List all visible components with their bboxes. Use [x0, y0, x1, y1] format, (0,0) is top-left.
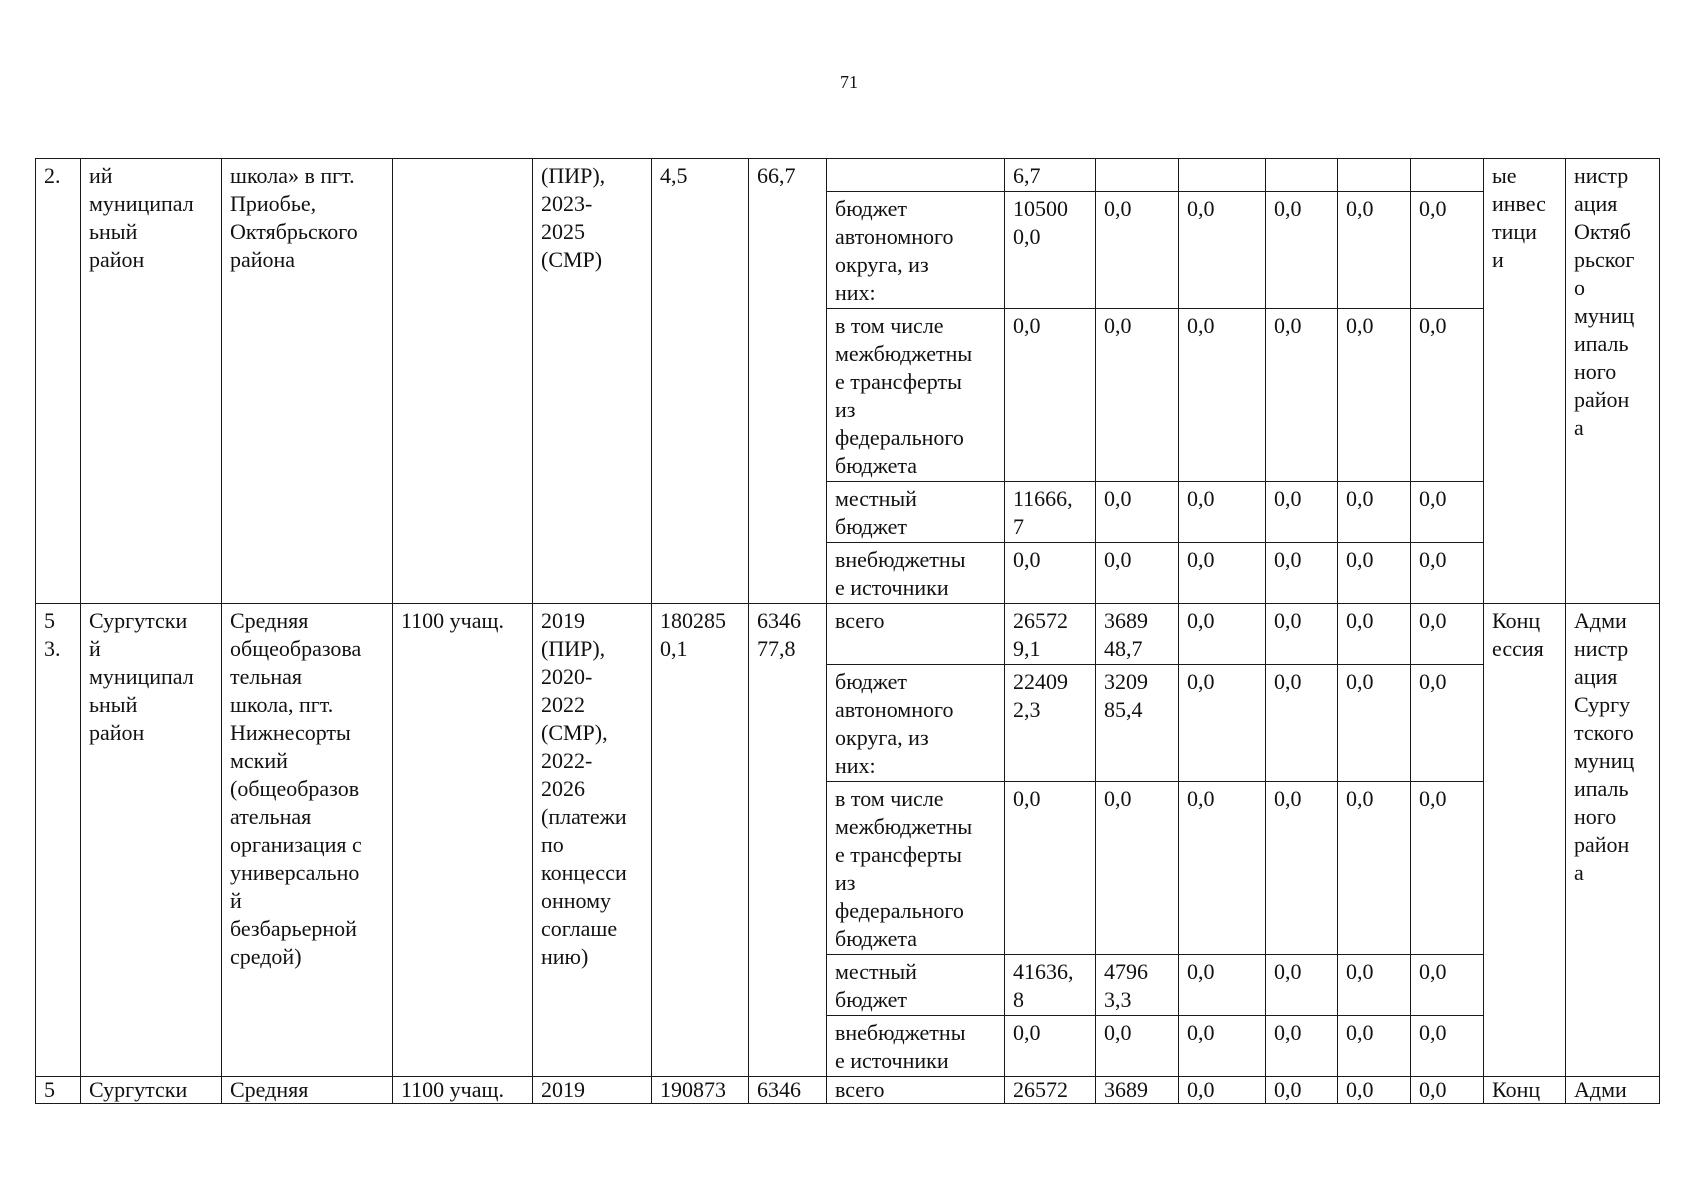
cost-remaining-cell: 66,7 — [749, 159, 827, 604]
cost-total-cell: 4,5 — [652, 159, 749, 604]
funding-value-cell: 22409 2,3 — [1005, 665, 1096, 782]
funding-source-cell: внебюджетны е источники — [827, 1016, 1005, 1077]
investment-table — [35, 158, 1660, 1104]
funding-value-cell: 0,0 — [1411, 665, 1484, 782]
customer-cell: Адми — [1566, 1077, 1660, 1104]
funding-value-cell: 0,0 — [1179, 782, 1266, 955]
funding-value-cell: 0,0 — [1266, 1016, 1338, 1077]
funding-value-cell: 0,0 — [1411, 955, 1484, 1016]
table-row — [36, 159, 1660, 192]
municipality-cell: Сургутски й муниципал ьный район — [81, 604, 222, 1077]
funding-value-cell: 3689 48,7 — [1096, 604, 1179, 665]
funding-value-cell: 0,0 — [1411, 782, 1484, 955]
funding-source-cell: всего — [827, 1077, 1005, 1104]
funding-source-cell: бюджет автономного округа, из них: — [827, 192, 1005, 309]
funding-value-cell: 0,0 — [1411, 192, 1484, 309]
period-cell: 2019 (ПИР), 2020- 2022 (СМР), 2022- 2026 (платежи по концесси онному соглаше нию) — [533, 604, 652, 1077]
funding-value-cell: 0,0 — [1179, 1016, 1266, 1077]
funding-value-cell: 0,0 — [1179, 543, 1266, 604]
funding-source-cell: в том числе межбюджетны е трансферты из федерального бюджета — [827, 309, 1005, 482]
funding-value-cell: 0,0 — [1338, 782, 1411, 955]
mechanism-cell: Конц ессия — [1484, 604, 1566, 1077]
funding-value-cell: 0,0 — [1338, 1016, 1411, 1077]
cost-remaining-cell: 6346 77,8 — [749, 604, 827, 1077]
funding-value-cell: 0,0 — [1179, 192, 1266, 309]
funding-source-cell: бюджет автономного округа, из них: — [827, 665, 1005, 782]
funding-value-cell: 0,0 — [1338, 604, 1411, 665]
funding-value-cell: 4796 3,3 — [1096, 955, 1179, 1016]
funding-value-cell: 0,0 — [1411, 1077, 1484, 1104]
table-row — [36, 1077, 1660, 1104]
funding-value-cell: 0,0 — [1096, 543, 1179, 604]
funding-value-cell: 0,0 — [1411, 482, 1484, 543]
capacity-cell: 1100 учащ. — [393, 604, 533, 1077]
funding-value-cell: 0,0 — [1338, 482, 1411, 543]
funding-value-cell: 0,0 — [1096, 309, 1179, 482]
object-cell: школа» в пгт. Приобье, Октябрьского района — [222, 159, 393, 604]
funding-source-cell — [827, 159, 1005, 192]
mechanism-cell: Конц — [1484, 1077, 1566, 1104]
funding-source-cell: всего — [827, 604, 1005, 665]
mechanism-cell: ые инвес тици и — [1484, 159, 1566, 604]
municipality-cell: ий муниципал ьный район — [81, 159, 222, 604]
capacity-cell: 1100 учащ. — [393, 1077, 533, 1104]
funding-value-cell — [1266, 159, 1338, 192]
funding-value-cell: 0,0 — [1411, 543, 1484, 604]
funding-value-cell — [1338, 159, 1411, 192]
cost-total-cell: 190873 — [652, 1077, 749, 1104]
funding-value-cell: 0,0 — [1096, 482, 1179, 543]
funding-value-cell: 0,0 — [1266, 604, 1338, 665]
funding-value-cell: 0,0 — [1338, 192, 1411, 309]
funding-value-cell: 0,0 — [1266, 482, 1338, 543]
funding-value-cell: 3689 — [1096, 1077, 1179, 1104]
object-cell: Средняя — [222, 1077, 393, 1104]
funding-value-cell: 0,0 — [1266, 665, 1338, 782]
funding-value-cell: 0,0 — [1096, 192, 1179, 309]
row-number: 5 — [36, 1077, 81, 1104]
funding-value-cell: 26572 — [1005, 1077, 1096, 1104]
funding-value-cell: 0,0 — [1411, 1016, 1484, 1077]
funding-value-cell: 0,0 — [1179, 309, 1266, 482]
funding-value-cell: 0,0 — [1179, 482, 1266, 543]
funding-value-cell — [1096, 159, 1179, 192]
funding-value-cell: 0,0 — [1266, 309, 1338, 482]
funding-value-cell — [1179, 159, 1266, 192]
funding-value-cell: 0,0 — [1179, 1077, 1266, 1104]
funding-value-cell: 6,7 — [1005, 159, 1096, 192]
funding-source-cell: местный бюджет — [827, 955, 1005, 1016]
funding-value-cell: 0,0 — [1266, 192, 1338, 309]
funding-value-cell: 0,0 — [1338, 1077, 1411, 1104]
object-cell: Средняя общеобразова тельная школа, пгт. Нижнесорты мский (общеобразов ательная организация с универсально й безбарьерной средой) — [222, 604, 393, 1077]
funding-value-cell: 0,0 — [1266, 1077, 1338, 1104]
funding-value-cell: 0,0 — [1096, 1016, 1179, 1077]
funding-value-cell: 0,0 — [1179, 604, 1266, 665]
funding-value-cell: 3209 85,4 — [1096, 665, 1179, 782]
funding-value-cell: 0,0 — [1411, 604, 1484, 665]
funding-value-cell: 0,0 — [1338, 665, 1411, 782]
funding-value-cell: 0,0 — [1266, 543, 1338, 604]
capacity-cell — [393, 159, 533, 604]
funding-value-cell: 0,0 — [1005, 543, 1096, 604]
funding-value-cell: 0,0 — [1005, 309, 1096, 482]
funding-value-cell: 0,0 — [1005, 782, 1096, 955]
funding-value-cell: 0,0 — [1338, 543, 1411, 604]
funding-value-cell: 0,0 — [1411, 309, 1484, 482]
cost-remaining-cell: 6346 — [749, 1077, 827, 1104]
funding-value-cell: 0,0 — [1179, 665, 1266, 782]
period-cell: (ПИР), 2023- 2025 (СМР) — [533, 159, 652, 604]
table-row — [36, 604, 1660, 665]
customer-cell: Адми нистр ация Сургу тского муниц ипаль ного район а — [1566, 604, 1660, 1077]
funding-value-cell: 26572 9,1 — [1005, 604, 1096, 665]
funding-value-cell: 0,0 — [1005, 1016, 1096, 1077]
cost-total-cell: 180285 0,1 — [652, 604, 749, 1077]
period-cell: 2019 — [533, 1077, 652, 1104]
funding-value-cell: 0,0 — [1096, 782, 1179, 955]
page-number: 71 — [840, 72, 858, 92]
funding-value-cell: 0,0 — [1338, 309, 1411, 482]
customer-cell: нистр ация Октяб рьског о муниц ипаль ного район а — [1566, 159, 1660, 604]
funding-source-cell: местный бюджет — [827, 482, 1005, 543]
funding-value-cell: 41636, 8 — [1005, 955, 1096, 1016]
funding-value-cell: 0,0 — [1338, 955, 1411, 1016]
funding-source-cell: внебюджетны е источники — [827, 543, 1005, 604]
funding-value-cell: 0,0 — [1266, 782, 1338, 955]
funding-source-cell: в том числе межбюджетны е трансферты из федерального бюджета — [827, 782, 1005, 955]
funding-value-cell — [1411, 159, 1484, 192]
funding-value-cell: 0,0 — [1266, 955, 1338, 1016]
municipality-cell: Сургутски — [81, 1077, 222, 1104]
funding-value-cell: 10500 0,0 — [1005, 192, 1096, 309]
funding-value-cell: 11666, 7 — [1005, 482, 1096, 543]
row-number: 2. — [36, 159, 81, 604]
row-number: 5 3. — [36, 604, 81, 1077]
funding-value-cell: 0,0 — [1179, 955, 1266, 1016]
